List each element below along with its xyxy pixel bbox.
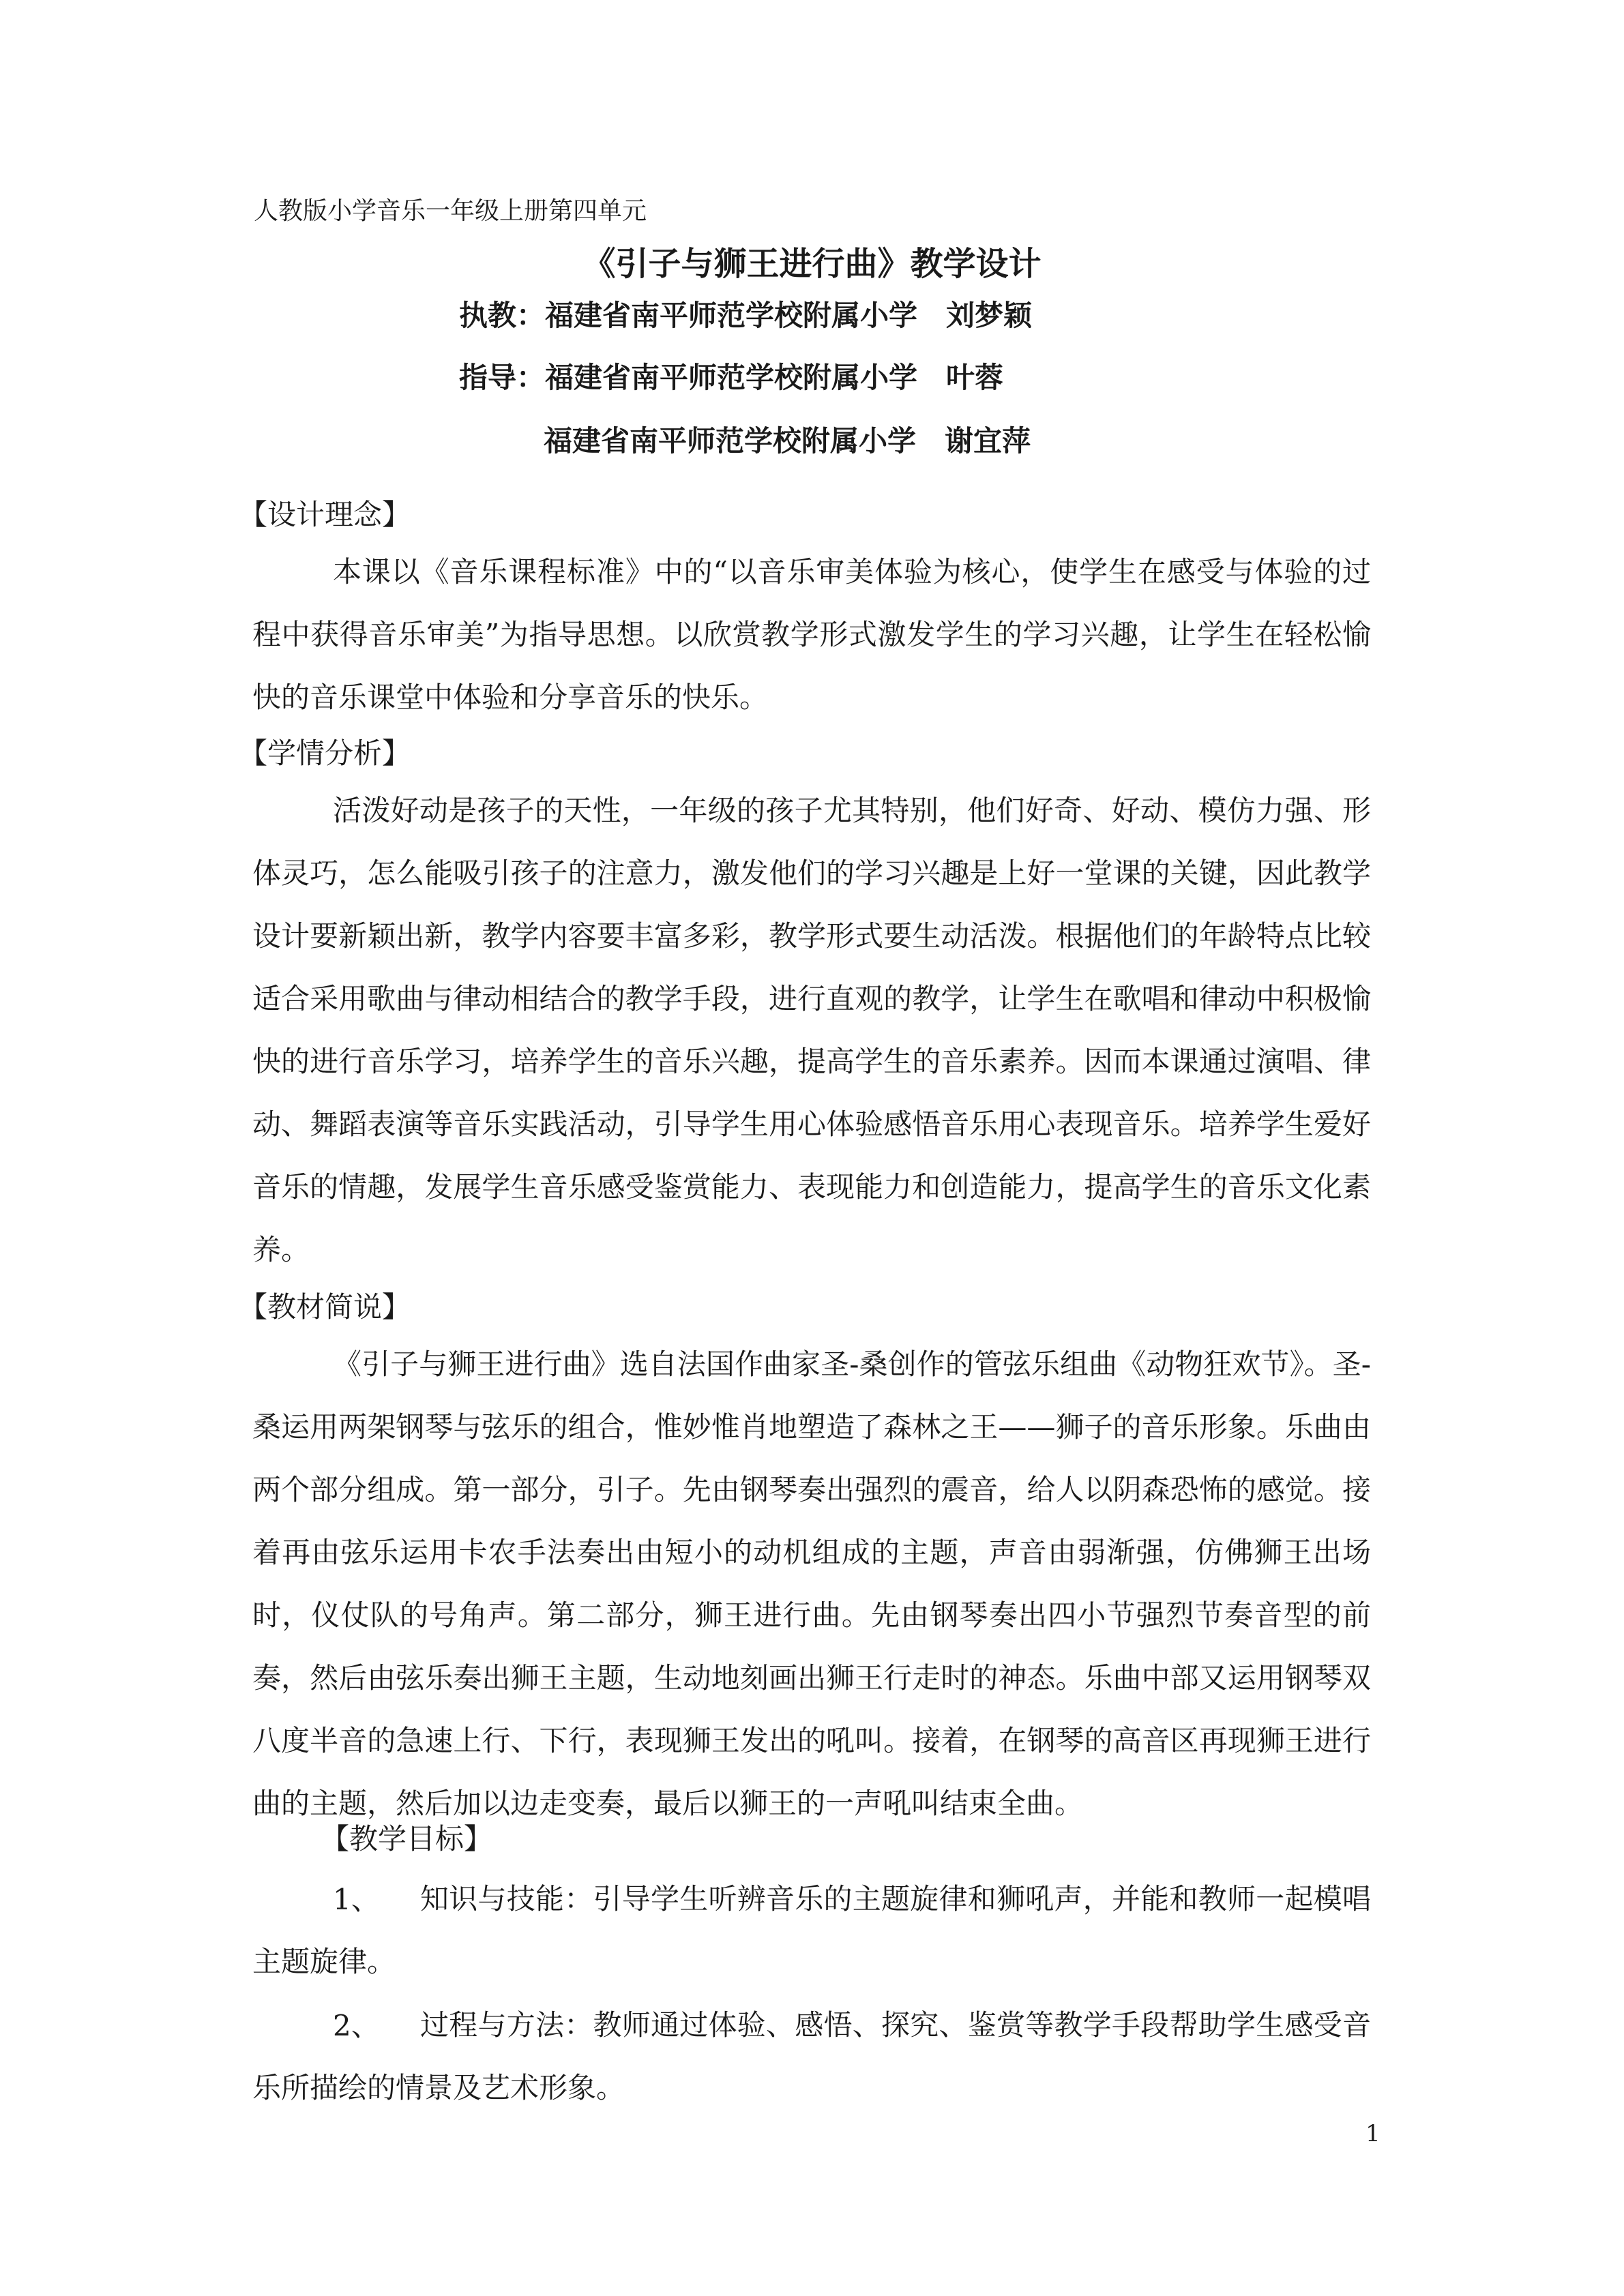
page-number: 1 (1365, 2120, 1381, 2147)
advisor-line-2: 福建省南平师范学校附属小学 谢宜萍 (544, 424, 1031, 458)
document-title: 《引子与狮王进行曲》教学设计 (582, 245, 1042, 283)
section-heading-design-concept: 【设计理念】 (239, 498, 411, 531)
section-heading-learner-analysis: 【学情分析】 (239, 736, 411, 770)
paragraph-material: 《引子与狮王进行曲》选自法国作曲家圣-桑创作的管弦乐组曲《动物狂欢节》。圣-桑运用两架钢琴与弦乐的组合，惟妙惟肖地塑造了森林之王——狮子的音乐形象。乐曲由两个部分组成。第一部分，引子。先由钢琴奏出强烈的震音，给人以阴森恐怖的感觉。接着再由弦乐运用卡农手法奏出由短小的动机组成的主题，声音由弱渐强，仿佛狮王出场时，仪仗队的号角声。第二部分，狮王进行曲。先由钢琴奏出四小节强烈节奏音型的前奏，然后由弦乐奏出狮王主题，生动地刻画出狮王行走时的神态。乐曲中部又运用钢琴双八度半音的急速上行、下行，表现狮王发出的吼叫。接着，在钢琴的高音区再现狮王进行曲的主题，然后加以边走变奏，最后以狮王的一声吼叫结束全曲。 (252, 1347, 1371, 1820)
teacher-line: 执教：福建省南平师范学校附属小学 刘梦颖 (459, 299, 1033, 332)
objective-text-1: 知识与技能：引导学生听辨音乐的主题旋律和狮吼声，并能和教师一起模唱主题旋律。 (252, 1882, 1371, 1978)
section-heading-objectives: 【教学目标】 (321, 1822, 493, 1855)
series-label: 人教版小学音乐一年级上册第四单元 (254, 197, 647, 225)
paragraph-learner-analysis: 活泼好动是孩子的天性，一年级的孩子尤其特别，他们好奇、好动、模仿力强、形体灵巧，怎么能吸引孩子的注意力，激发他们的学习兴趣是上好一堂课的关键，因此教学设计要新颖出新，教学内容要丰富多彩，教学形式要生动活泼。根据他们的年龄特点比较适合采用歌曲与律动相结合的教学手段，进行直观的教学，让学生在歌唱和律动中积极愉快的进行音乐学习，培养学生的音乐兴趣，提高学生的音乐素养。因而本课通过演唱、律动、舞蹈表演等音乐实践活动，引导学生用心体验感悟音乐用心表现音乐。培养学生爱好音乐的情趣，发展学生音乐感受鉴赏能力、表现能力和创造能力，提高学生的音乐文化素养。 (252, 794, 1371, 1266)
objective-text-2: 过程与方法：教师通过体验、感悟、探究、鉴赏等教学手段帮助学生感受音乐所描绘的情景及艺术形象。 (252, 2008, 1371, 2104)
objective-number-2: 2、 (333, 2009, 380, 2042)
objective-number-1: 1、 (333, 1883, 380, 1916)
section-heading-material: 【教材简说】 (239, 1290, 411, 1324)
paragraph-design-concept: 本课以《音乐课程标准》中的“以音乐审美体验为核心，使学生在感受与体验的过程中获得音乐审美”为指导思想。以欣赏教学形式激发学生的学习兴趣，让学生在轻松愉快的音乐课堂中体验和分享音乐的快乐。 (252, 555, 1371, 714)
advisor-line-1: 指导：福建省南平师范学校附属小学 叶蓉 (459, 361, 1004, 394)
